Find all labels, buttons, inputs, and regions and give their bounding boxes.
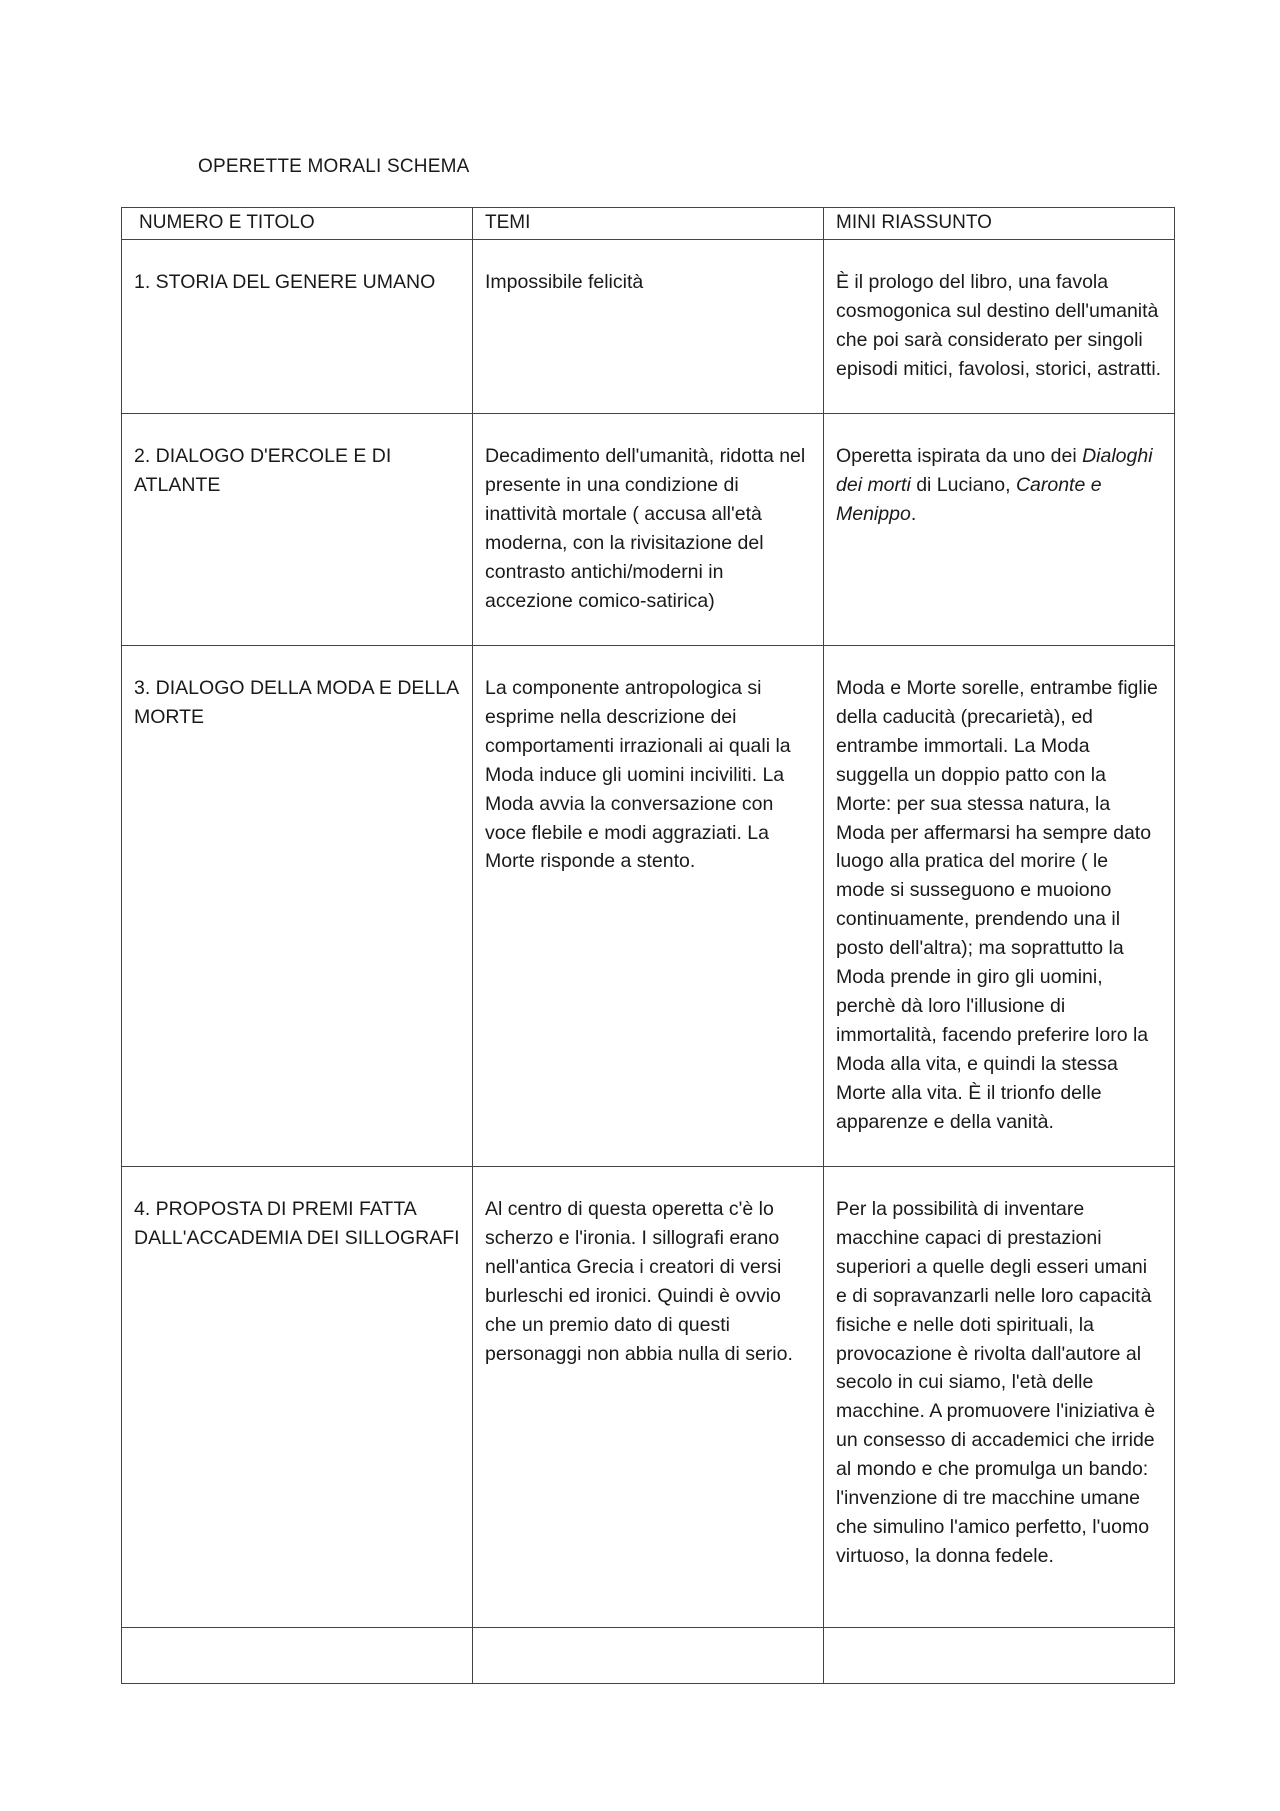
cell-titolo: 3. DIALOGO DELLA MODA E DELLA MORTE bbox=[122, 646, 473, 1167]
cell-temi: Al centro di questa operetta c'è lo scherzo e l'ironia. I sillografi erano nell'antica Grecia i creatori di versi burleschi ed ironici. Quindi è ovvio che un premio dato di questi personaggi non abbia nulla di serio. bbox=[473, 1167, 824, 1628]
header-numero-titolo: NUMERO E TITOLO bbox=[122, 208, 473, 240]
cell-titolo: 2. DIALOGO D'ERCOLE E DI ATLANTE bbox=[122, 414, 473, 646]
cell-titolo: 1. STORIA DEL GENERE UMANO bbox=[122, 240, 473, 414]
riassunto-intro: Operetta ispirata da uno dei bbox=[836, 445, 1083, 467]
cell-titolo: 4. PROPOSTA DI PREMI FATTA DALL'ACCADEMIA DEI SILLOGRAFI bbox=[122, 1167, 473, 1628]
cell-temi: Impossibile felicità bbox=[473, 240, 824, 414]
table-row bbox=[122, 646, 1175, 1167]
riassunto-end: . bbox=[910, 502, 917, 525]
table-row-empty bbox=[122, 1628, 1175, 1684]
table-row bbox=[122, 1167, 1175, 1628]
cell-temi: Decadimento dell'umanità, ridotta nel presente in una condizione di inattività mortale ( accusa all'età moderna, con la rivisitazione del contrasto antichi/moderni in accezione comico-satirica) bbox=[473, 414, 824, 646]
cell-empty bbox=[473, 1628, 824, 1684]
header-temi: TEMI bbox=[473, 208, 824, 240]
riassunto-dialogue-title: Caronte e Menippo bbox=[836, 473, 1102, 525]
cell-temi: La componente antropologica si esprime nella descrizione dei comportamenti irrazionali ai quali la Moda induce gli uomini inciviliti. La Moda avvia la conversazione con voce flebile e modi aggraziati. La Morte risponde a stento. bbox=[473, 646, 824, 1167]
cell-riassunto: È il prologo del libro, una favola cosmogonica sul destino dell'umanità che poi sarà considerato per singoli episodi mitici, favolosi, storici, astratti. bbox=[824, 240, 1175, 414]
cell-riassunto: Per la possibilità di inventare macchine capaci di prestazioni superiori a quelle degli esseri umani e di sopravanzarli nelle loro capacità fisiche e nelle doti spirituali, la provocazione è rivolta dall'autore al secolo in cui siamo, l'età delle macchine. A promuovere l'iniziativa è un consesso di accademici che irride al mondo e che promulga un bando: l'invenzione di tre macchine umane che simulino l'amico perfetto, l'uomo virtuoso, la donna fedele. bbox=[824, 1167, 1175, 1628]
operette-schema-table bbox=[121, 207, 1175, 1684]
table-row bbox=[122, 414, 1175, 646]
cell-riassunto: Moda e Morte sorelle, entrambe figlie della caducità (precarietà), ed entrambe immortali. La Moda suggella un doppio patto con la Morte: per sua stessa natura, la Moda per affermarsi ha sempre dato luogo alla pratica del morire ( le mode si susseguono e muoiono continuamente, prendendo una il posto dell'altra); ma soprattutto la Moda prende in giro gli uomini, perchè dà loro l'illusione di immortalità, facendo preferire loro la Moda alla vita, e quindi la stessa Morte alla vita. È il trionfo delle apparenze e della vanità. bbox=[824, 646, 1175, 1167]
document-title: OPERETTE MORALI SCHEMA bbox=[198, 156, 470, 177]
table-row bbox=[122, 240, 1175, 414]
cell-empty bbox=[824, 1628, 1175, 1684]
header-mini-riassunto: MINI RIASSUNTO bbox=[824, 208, 1175, 240]
cell-empty bbox=[122, 1628, 473, 1684]
riassunto-work-title: Dialoghi dei morti bbox=[836, 445, 1153, 496]
table-header-row bbox=[122, 208, 1175, 240]
riassunto-mid: di Luciano, bbox=[910, 473, 1016, 496]
cell-riassunto bbox=[824, 414, 1175, 646]
